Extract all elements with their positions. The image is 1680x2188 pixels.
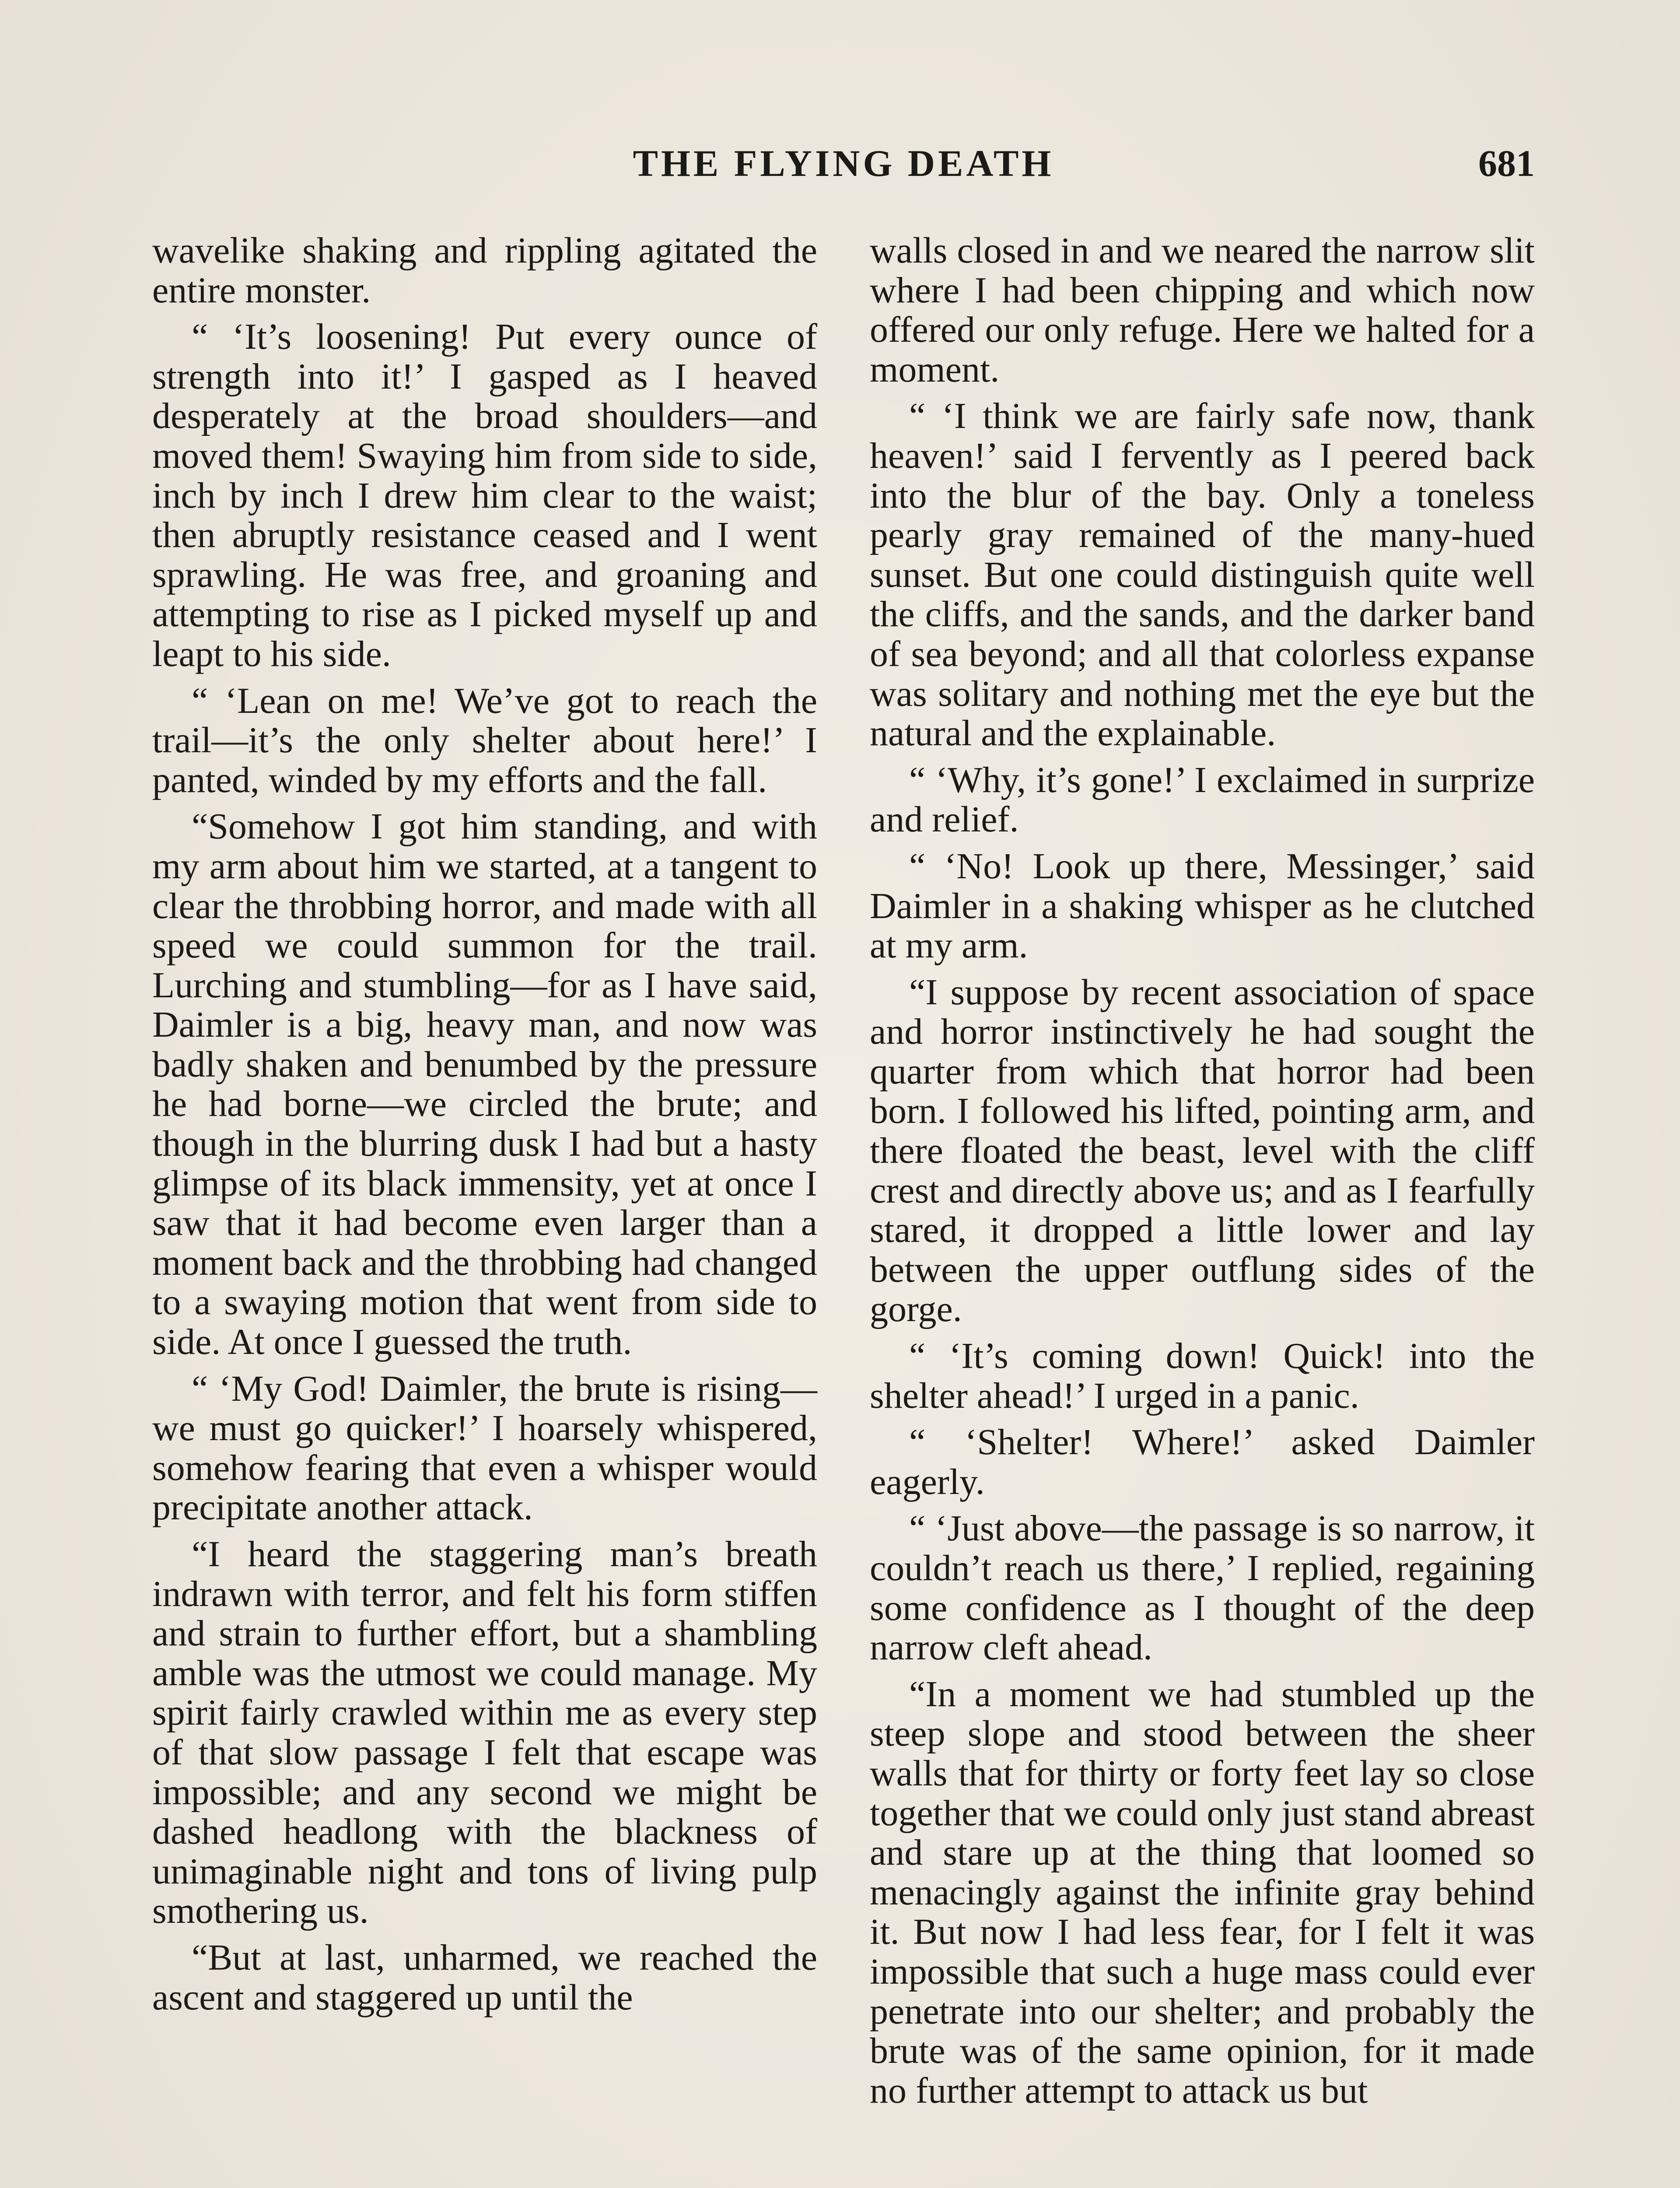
paragraph: “ ‘Lean on me! We’ve got to reach the trail—it’s the only shelter about here!’ I panted, winded by my efforts and the fall. — [152, 680, 817, 800]
paragraph: “I heard the staggering man’s breath indrawn with terror, and felt his form stiffen and strain to further effort, but a shambling amble was the utmost we could manage. My spirit fairly crawled within me as every step of that slow passage I felt that escape was impossible; and any second we might be dashed headlong with the blackness of unimaginable night and tons of living pulp smothering us. — [152, 1534, 817, 1932]
paragraph: “But at last, unharmed, we reached the ascent and staggered up until the — [152, 1937, 817, 2018]
paragraph: “ ‘It’s coming down! Quick! into the shelter ahead!’ I urged in a panic. — [870, 1336, 1535, 1416]
running-header — [152, 139, 1535, 187]
page-number: 681 — [1478, 142, 1535, 184]
paragraph: walls closed in and we neared the narrow slit where I had been chipping and which now offered our only refuge. Here we halted for a moment. — [870, 230, 1535, 390]
paragraph: “ ‘Just above—the passage is so narrow, it couldn’t reach us there,’ I replied, regaining some confidence as I thought of the deep narrow cleft ahead. — [870, 1508, 1535, 1668]
paragraph: “ ‘My God! Daimler, the brute is rising—we must go quicker!’ I hoarsely whispered, somehow fearing that even a whisper would precipitate another attack. — [152, 1368, 817, 1528]
text-column-left — [152, 231, 817, 2017]
paragraph: wavelike shaking and rippling agitated the entire monster. — [152, 230, 817, 311]
paragraph: “ ‘It’s loosening! Put every ounce of strength into it!’ I gasped as I heaved desperately at the broad shoulders—and moved them! Swaying him from side to side, inch by inch I drew him clear to the waist; then abruptly resistance ceased and I went sprawling. He was free, and groaning and attempting to rise as I picked myself up and leapt to his side. — [152, 316, 817, 674]
paragraph: “ ‘Why, it’s gone!’ I exclaimed in surprize and relief. — [870, 759, 1535, 840]
paragraph: “ ‘I think we are fairly safe now, thank heaven!’ said I fervently as I peered back into the blur of the bay. Only a toneless pearly gray remained of the many-hued sunset. But one could distinguish quite well the cliffs, and the sands, and the darker band of sea beyond; and all that colorless expanse was solitary and nothing met the eye but the natural and the explainable. — [870, 396, 1535, 754]
paragraph: “Somehow I got him standing, and with my arm about him we started, at a tangent to clear the throbbing horror, and made with all speed we could summon for the trail. Lurching and stumbling—for as I have said, Daimler is a big, heavy man, and now was badly shaken and benumbed by the pressure he had borne—we circled the brute; and though in the blurring dusk I had but a hasty glimpse of its black immensity, yet at once I saw that it had become even larger than a moment back and the throbbing had changed to a swaying motion that went from side to side. At once I guessed the truth. — [152, 806, 817, 1363]
paragraph: “ ‘No! Look up there, Messinger,’ said Daimler in a shaking whisper as he clutched at my arm. — [870, 845, 1535, 966]
text-column-right — [870, 231, 1535, 2111]
paragraph: “ ‘Shelter! Where!’ asked Daimler eagerly. — [870, 1422, 1535, 1502]
paragraph: “In a moment we had stumbled up the steep slope and stood between the sheer walls that for thirty or forty feet lay so close together that we could only just stand abreast and stare up at the thing that loomed so menacingly against the infinite gray behind it. But now I had less fear, for I felt it was impossible that such a huge mass could ever penetrate into our shelter; and probably the brute was of the same opinion, for it made no further attempt to attack us but — [870, 1673, 1535, 2111]
story-title: THE FLYING DEATH — [633, 142, 1054, 184]
paragraph: “I suppose by recent association of space and horror instinctively he had sought the quarter from which that horror had been born. I followed his lifted, pointing arm, and there floated the beast, level with the cliff crest and directly above us; and as I fearfully stared, it dropped a little lower and lay between the upper outflung sides of the gorge. — [870, 971, 1535, 1330]
